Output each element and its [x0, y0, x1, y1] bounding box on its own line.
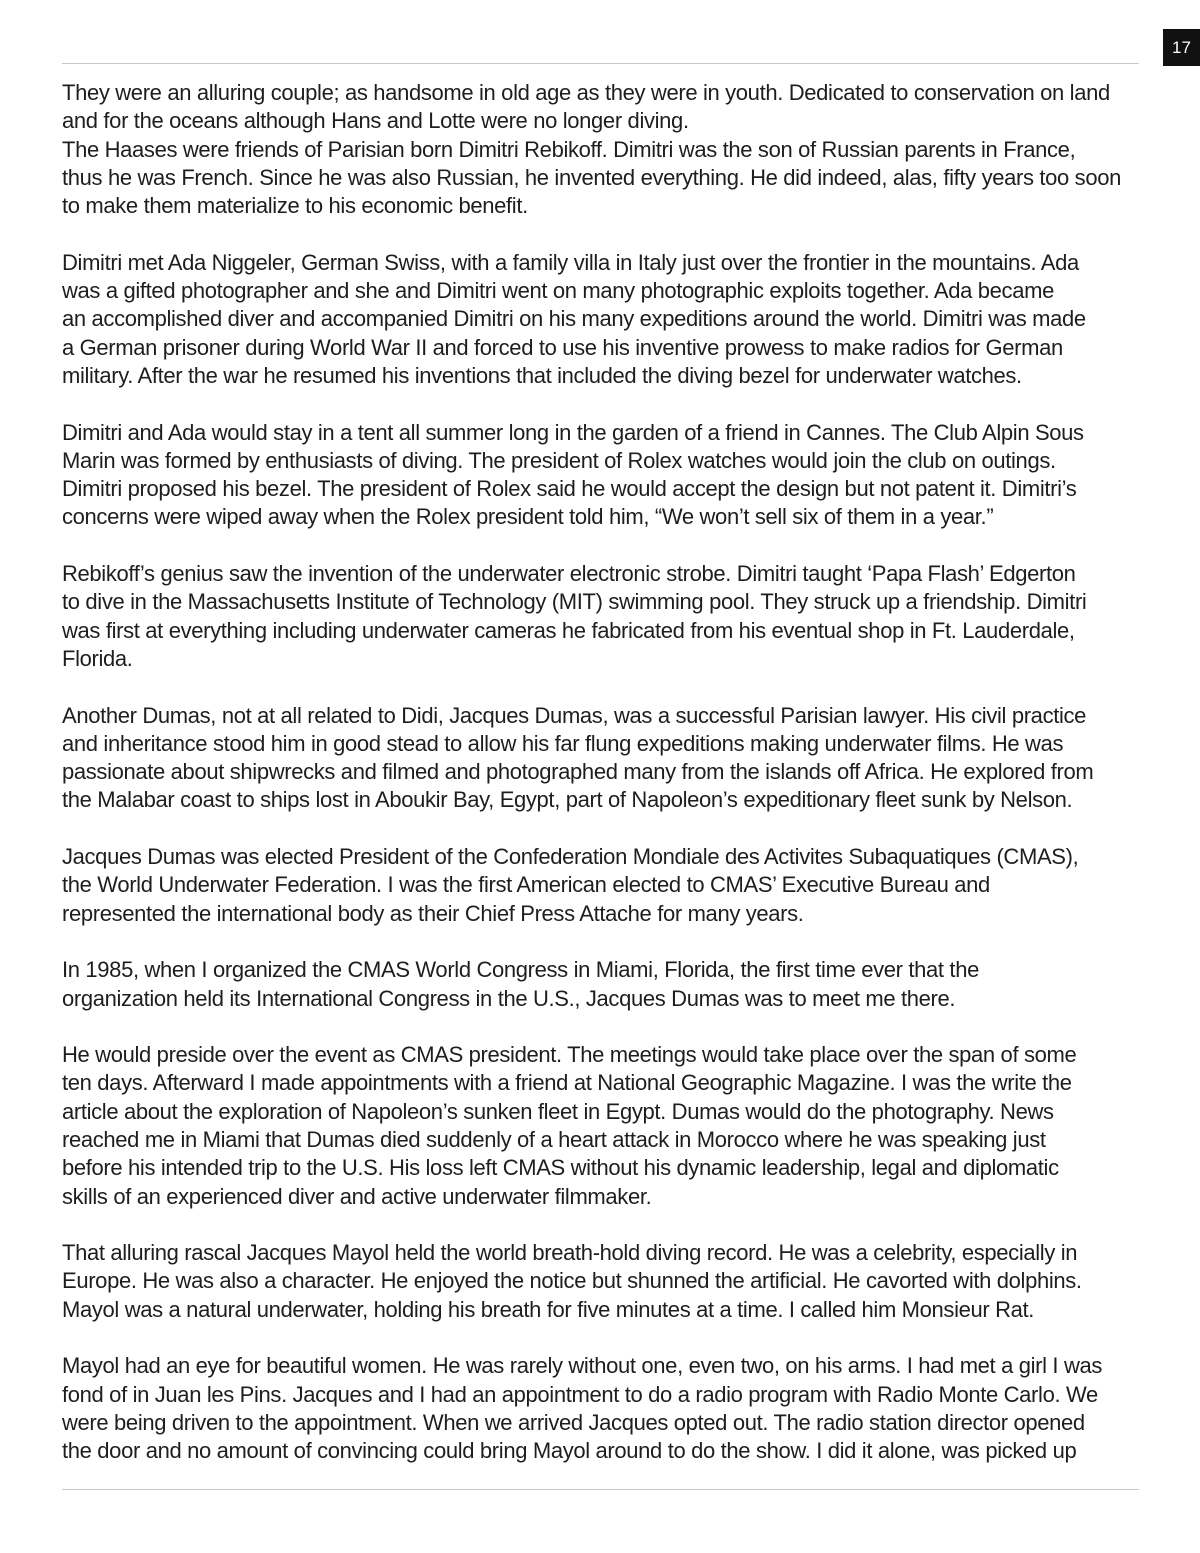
text-line: In 1985, when I organized the CMAS World Congress in Miami, Florida, the first time ever that the [62, 957, 979, 983]
text-line: concerns were wiped away when the Rolex president told him, “We won’t sell six of them in a year.” [62, 504, 994, 530]
text-line: were being driven to the appointment. When we arrived Jacques opted out. The radio station director opened [62, 1409, 1085, 1435]
paragraph-3 [62, 249, 1152, 390]
text-line: was first at everything including underwater cameras he fabricated from his eventual shop in Ft. Lauderdale, [62, 617, 1075, 643]
paragraph-9 [62, 1041, 1152, 1211]
paragraph-6 [62, 702, 1152, 815]
text-line: Another Dumas, not at all related to Didi, Jacques Dumas, was a successful Parisian lawyer. His civil practice [62, 702, 1087, 728]
paragraph-1 [62, 79, 1152, 136]
text-line: Rebikoff’s genius saw the invention of the underwater electronic strobe. Dimitri taught ‘Papa Flash’ Edgerton [62, 561, 1076, 587]
text-line: Dimitri and Ada would stay in a tent all summer long in the garden of a friend in Cannes. The Club Alpin Sous [62, 419, 1084, 445]
text-line: to make them materialize to his economic benefit. [62, 193, 528, 219]
top-divider [62, 63, 1139, 64]
text-line: the door and no amount of convincing could bring Mayol around to do the show. I did it alone, was picked up [62, 1438, 1077, 1464]
text-line: skills of an experienced diver and active underwater filmmaker. [62, 1183, 652, 1209]
page-number-badge: 17 [1163, 29, 1200, 66]
paragraph-8 [62, 956, 1152, 1013]
text-line: Mayol had an eye for beautiful women. He was rarely without one, even two, on his arms. I had met a girl I was [62, 1353, 1103, 1379]
article-body [62, 79, 1152, 1466]
paragraph-4 [62, 419, 1152, 532]
text-line: the World Underwater Federation. I was the first American elected to CMAS’ Executive Bureau and [62, 872, 990, 898]
text-line: Mayol was a natural underwater, holding his breath for five minutes at a time. I called him Monsieur Rat. [62, 1296, 1035, 1322]
text-line: Florida. [62, 645, 133, 671]
paragraph-10 [62, 1239, 1152, 1324]
text-line: was a gifted photographer and she and Dimitri went on many photographic exploits together. Ada became [62, 278, 1054, 304]
text-line: and inheritance stood him in good stead to allow his far flung expeditions making underwater films. He was [62, 730, 1064, 756]
text-line: Dimitri met Ada Niggeler, German Swiss, with a family villa in Italy just over the frontier in the mountains. Ada [62, 249, 1079, 275]
paragraph-11 [62, 1352, 1152, 1465]
text-line: The Haases were friends of Parisian born Dimitri Rebikoff. Dimitri was the son of Russian parents in France, [62, 136, 1076, 162]
text-line: thus he was French. Since he was also Russian, he invented everything. He did indeed, alas, fifty years too soon [62, 164, 1121, 190]
text-line: He would preside over the event as CMAS president. The meetings would take place over the span of some [62, 1042, 1077, 1068]
text-line: and for the oceans although Hans and Lotte were no longer diving. [62, 108, 689, 134]
text-line: Marin was formed by enthusiasts of diving. The president of Rolex watches would join the club on outings. [62, 447, 1056, 473]
text-line: fond of in Juan les Pins. Jacques and I had an appointment to do a radio program with Radio Monte Carlo. We [62, 1381, 1098, 1407]
text-line: a German prisoner during World War II and forced to use his inventive prowess to make radios for German [62, 334, 1063, 360]
text-line: Europe. He was also a character. He enjoyed the notice but shunned the artificial. He cavorted with dolphins. [62, 1268, 1082, 1294]
text-line: military. After the war he resumed his inventions that included the diving bezel for underwater watches. [62, 362, 1022, 388]
paragraph-7 [62, 843, 1152, 928]
text-line: before his intended trip to the U.S. His loss left CMAS without his dynamic leadership, legal and diplomatic [62, 1155, 1059, 1181]
text-line: represented the international body as their Chief Press Attache for many years. [62, 900, 804, 926]
text-line: That alluring rascal Jacques Mayol held the world breath-hold diving record. He was a celebrity, especially in [62, 1240, 1078, 1266]
text-line: reached me in Miami that Dumas died suddenly of a heart attack in Morocco where he was speaking just [62, 1126, 1046, 1152]
text-line: Jacques Dumas was elected President of the Confederation Mondiale des Activites Subaquatiques (CMAS), [62, 844, 1079, 870]
paragraph-5 [62, 560, 1152, 673]
text-line: to dive in the Massachusetts Institute of Technology (MIT) swimming pool. They struck up a friendship. Dimitri [62, 589, 1087, 615]
text-line: the Malabar coast to ships lost in Aboukir Bay, Egypt, part of Napoleon’s expeditionary fleet sunk by Nelson. [62, 787, 1073, 813]
text-line: article about the exploration of Napoleon’s sunken fleet in Egypt. Dumas would do the photography. News [62, 1098, 1054, 1124]
text-line: organization held its International Congress in the U.S., Jacques Dumas was to meet me there. [62, 985, 956, 1011]
bottom-divider [62, 1489, 1139, 1490]
text-line: passionate about shipwrecks and filmed and photographed many from the islands off Africa. He explored from [62, 759, 1094, 785]
text-line: ten days. Afterward I made appointments with a friend at National Geographic Magazine. I was the write the [62, 1070, 1072, 1096]
text-line: Dimitri proposed his bezel. The president of Rolex said he would accept the design but not patent it. Dimitri’s [62, 476, 1077, 502]
paragraph-2 [62, 136, 1152, 221]
text-line: an accomplished diver and accompanied Dimitri on his many expeditions around the world. Dimitri was made [62, 306, 1086, 332]
text-line: They were an alluring couple; as handsome in old age as they were in youth. Dedicated to conservation on land [62, 80, 1110, 105]
